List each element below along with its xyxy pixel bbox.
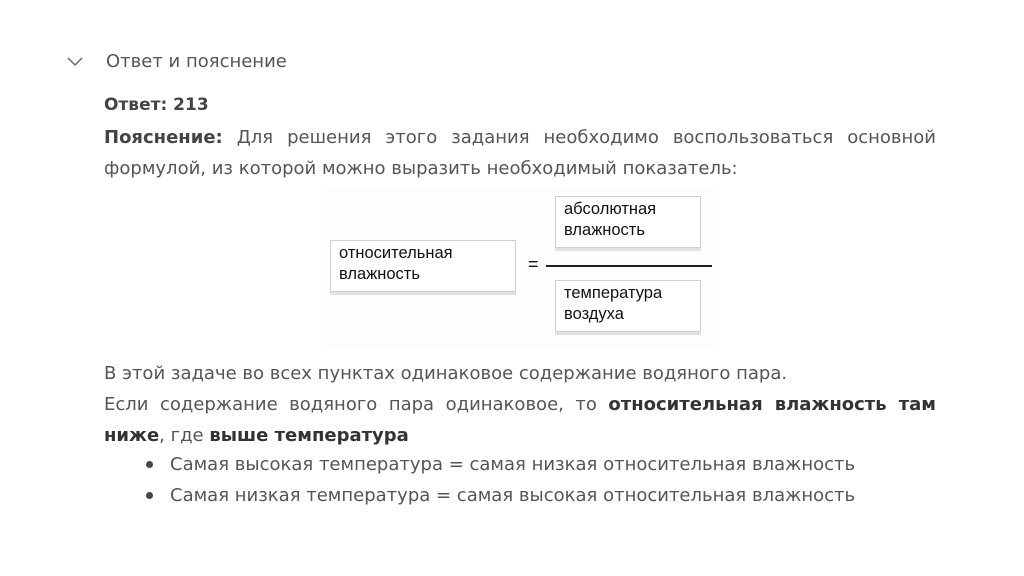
- answer-label: Ответ:: [104, 95, 168, 115]
- formula-denominator-box: [555, 280, 701, 332]
- list-item-text: Самая высокая температура = самая низкая относительная влажность: [170, 454, 856, 475]
- accordion-header[interactable]: [64, 50, 287, 72]
- explanation-label: Пояснение:: [104, 127, 223, 148]
- formula-left-line1: относительная: [339, 244, 453, 262]
- bullet-list: [136, 449, 855, 511]
- formula-equals: =: [528, 254, 539, 274]
- list-item: [136, 449, 855, 480]
- fraction-line: [546, 265, 712, 267]
- formula-numerator-line2: влажность: [564, 221, 645, 239]
- paragraph-2: [104, 389, 936, 451]
- accordion-title: Ответ и пояснение: [106, 50, 287, 72]
- chevron-down-icon[interactable]: [64, 50, 86, 72]
- list-item-text: Самая низкая температура = самая высокая относительная влажность: [170, 485, 856, 506]
- formula-relative-humidity-box: [330, 240, 516, 292]
- formula-numerator-line1: абсолютная: [564, 200, 657, 218]
- answer-value: 213: [173, 95, 209, 115]
- paragraph-2-part1: Если содержание водяного пара одинаковое, то: [104, 394, 609, 415]
- paragraph-1: В этой задаче во всех пунктах одинаковое содержание водяного пара.: [104, 363, 788, 384]
- explanation-body: Для решения этого задания необходимо воспользоваться основной формулой, из которой можно выразить необходимый показатель:: [104, 127, 936, 179]
- paragraph-2-bold1: относительная влажность там ниже: [104, 394, 936, 446]
- paragraph-2-bold2: выше температура: [209, 425, 409, 446]
- formula-left-line2: влажность: [339, 265, 420, 283]
- answer-line: [104, 95, 209, 115]
- formula-numerator-box: [555, 196, 701, 248]
- formula-denominator-line2: воздуха: [564, 305, 624, 323]
- list-item: [136, 480, 855, 511]
- bullet-icon: [146, 492, 153, 499]
- formula-denominator-line1: температура: [564, 284, 663, 302]
- explanation-text: [104, 122, 936, 184]
- formula-image: [322, 188, 718, 348]
- bullet-icon: [146, 461, 153, 468]
- paragraph-2-part2: , где: [159, 425, 210, 446]
